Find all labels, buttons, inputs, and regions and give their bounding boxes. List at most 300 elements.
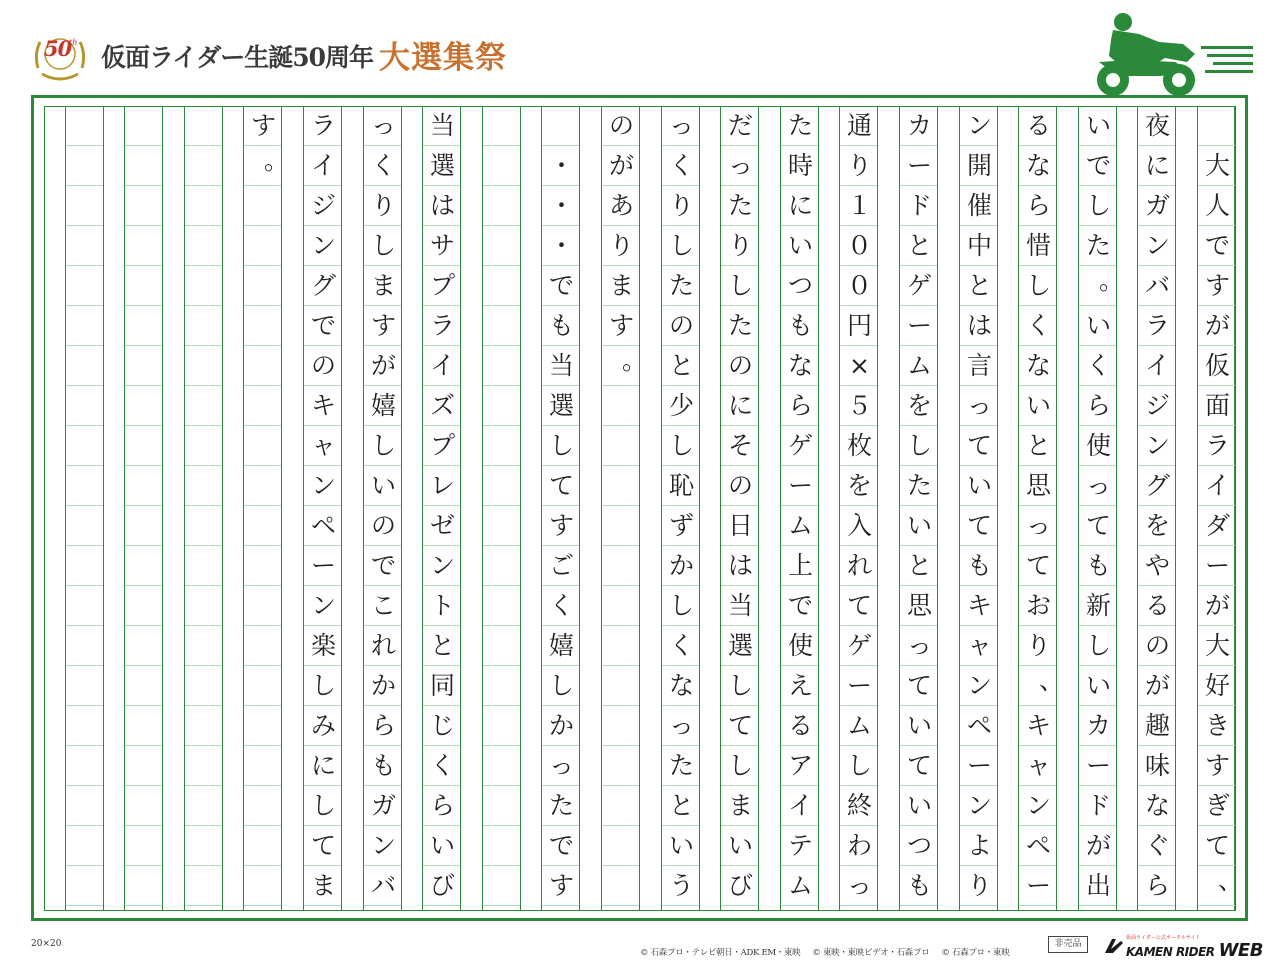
manuscript-cell: ャ [310,431,336,460]
manuscript-cell [66,546,105,586]
manuscript-cell: た [727,311,753,340]
manuscript-column [959,106,998,911]
manuscript-cell: い [787,231,813,260]
manuscript-cell: に [310,751,336,780]
manuscript-cell: も [787,311,813,340]
manuscript-column [124,106,163,911]
manuscript-cell [483,106,522,146]
manuscript-cell [244,826,283,866]
manuscript-cell: を [1144,511,1170,540]
manuscript-cell: イ [1144,351,1170,380]
manuscript-cell [185,706,224,746]
manuscript-cell [483,626,522,666]
manuscript-cell: と [668,791,694,820]
manuscript-cell: ら [1085,391,1111,420]
manuscript-cell: 面 [1204,391,1230,420]
manuscript-cell: た [727,191,753,220]
manuscript-cell [602,386,641,426]
manuscript-cell: て [906,671,932,700]
manuscript-cell: ド [1085,791,1111,820]
manuscript-cell: は [727,551,753,580]
manuscript-cell: で [787,591,813,620]
manuscript-cell: で [548,831,574,860]
manuscript-cell: に [1144,151,1170,180]
manuscript-cell: い [906,791,932,820]
manuscript-cell [66,186,105,226]
manuscript-column [422,106,461,911]
manuscript-cell: カ [906,111,932,140]
manuscript-cell [244,226,283,266]
manuscript-cell: ・ [548,191,574,220]
manuscript-cell: バ [1144,271,1170,300]
manuscript-cell: 趣 [1144,711,1170,740]
manuscript-cell [602,466,641,506]
manuscript-cell: そ [727,431,753,460]
manuscript-cell [602,826,641,866]
manuscript-cell: 入 [846,511,872,540]
manuscript-cell [185,466,224,506]
manuscript-cell: ゲ [906,271,932,300]
manuscript-cell [244,506,283,546]
copyright-text: © 東映・東映ビデオ・石森プロ [812,948,930,958]
manuscript-cell: 、 [1039,666,1065,695]
manuscript-cell: と [906,231,932,260]
manuscript-cell: ー [1085,751,1111,780]
manuscript-cell: っ [966,391,992,420]
manuscript-cell [66,666,105,706]
manuscript-cell [244,666,283,706]
manuscript-cell: カ [1085,711,1111,740]
manuscript-cell: 使 [1085,431,1111,460]
manuscript-cell: の [370,511,396,540]
manuscript-cell: っ [548,751,574,780]
manuscript-cell: び [727,871,753,900]
manuscript-cell: い [1085,111,1111,140]
manuscript-cell: ・ [548,231,574,260]
manuscript-cell: た [906,471,932,500]
manuscript-cell: 思 [1025,471,1051,500]
manuscript-cell: り [966,871,992,900]
manuscript-cell [602,706,641,746]
manuscript-cell: キ [966,591,992,620]
manuscript-cell: き [1204,711,1230,740]
manuscript-cell: ー [906,151,932,180]
manuscript-cell: キ [310,391,336,420]
manuscript-cell: お [1025,591,1051,620]
manuscript-cell: や [1144,551,1170,580]
manuscript-cell: ゲ [846,631,872,660]
manuscript-cell: ト [429,591,455,620]
manuscript-cell [125,826,164,866]
manuscript-cell: が [1204,311,1230,340]
manuscript-cell: ア [787,751,813,780]
kamen-rider-logo-icon [1103,937,1125,955]
manuscript-cell [1198,106,1237,146]
manuscript-cell: た [668,751,694,780]
manuscript-cell [483,266,522,306]
manuscript-cell: を [906,391,932,420]
manuscript-column [243,106,290,911]
manuscript-cell: じ [429,711,455,740]
manuscript-cell [483,506,522,546]
manuscript-sheet [31,95,1248,921]
manuscript-cell: ら [370,711,396,740]
manuscript-cell: っ [1025,511,1051,540]
manuscript-cell: 中 [966,231,992,260]
manuscript-cell: し [1085,191,1111,220]
manuscript-cell [125,546,164,586]
manuscript-cell [66,826,105,866]
brand-name-web: WEB [1218,940,1263,961]
manuscript-cell: が [1204,591,1230,620]
manuscript-cell: す [1204,271,1230,300]
manuscript-cell [185,306,224,346]
manuscript-cell: な [787,351,813,380]
manuscript-cell [66,786,105,826]
manuscript-cell: の [310,351,336,380]
manuscript-cell [244,186,283,226]
manuscript-cell: し [668,231,694,260]
manuscript-cell [66,266,105,306]
manuscript-cell [483,546,522,586]
manuscript-cell: 味 [1144,751,1170,780]
manuscript-cell: ラ [310,111,336,140]
manuscript-cell: ら [1144,871,1170,900]
copyright-text: © 石森プロ・東映 [941,948,1010,958]
manuscript-cell [602,786,641,826]
manuscript-cell: の [727,471,753,500]
manuscript-cell: ま [370,271,396,300]
manuscript-cell: 日 [727,511,753,540]
manuscript-cell [483,866,522,906]
manuscript-cell: た [668,271,694,300]
manuscript-cell [244,626,283,666]
manuscript-cell [185,386,224,426]
manuscript-cell: と [429,631,455,660]
manuscript-cell [244,266,283,306]
manuscript-cell: グ [1144,471,1170,500]
not-for-sale-badge: 非売品 [1048,936,1088,953]
manuscript-cell: ０ [846,271,872,300]
manuscript-cell [483,346,522,386]
manuscript-cell: え [787,671,813,700]
manuscript-cell [185,426,224,466]
manuscript-cell: い [906,711,932,740]
manuscript-cell: か [548,711,574,740]
manuscript-cell: ム [846,711,872,740]
manuscript-cell: ン [1144,431,1170,460]
manuscript-cell: イ [310,151,336,180]
manuscript-cell [244,586,283,626]
manuscript-cell [244,426,283,466]
manuscript-cell: っ [1085,471,1111,500]
manuscript-cell: 夜 [1144,111,1170,140]
manuscript-cell: い [370,471,396,500]
page-title: 仮面ライダー生誕50周年 [101,43,374,72]
emblem-suffix: th [69,38,78,47]
manuscript-cell: 大 [1204,151,1230,180]
manuscript-cell: ガ [370,791,396,820]
manuscript-cell: び [429,871,455,900]
manuscript-cell: い [429,831,455,860]
manuscript-cell: は [429,191,455,220]
manuscript-cell: ま [727,791,753,820]
manuscript-cell [244,346,283,386]
manuscript-cell: ま [310,871,336,900]
manuscript-cell: り [727,231,753,260]
manuscript-cell: り [608,231,634,260]
manuscript-cell: ャ [1025,751,1051,780]
motorcycle-rider-silhouette-icon [1083,10,1255,98]
manuscript-column [899,106,938,911]
manuscript-cell: ン [370,831,396,860]
manuscript-cell: で [1085,151,1111,180]
manuscript-cell: で [310,311,336,340]
manuscript-column [184,106,223,911]
manuscript-cell: て [548,471,574,500]
manuscript-cell: い [1085,671,1111,700]
manuscript-cell [125,746,164,786]
brand-name-main: KAMEN RIDER [1126,945,1215,959]
manuscript-cell [185,786,224,826]
manuscript-cell: よ [966,831,992,860]
manuscript-cell: イ [429,351,455,380]
manuscript-cell [244,466,283,506]
manuscript-cell: 。 [1099,266,1125,295]
manuscript-cell: い [906,511,932,540]
manuscript-cell: い [1085,311,1111,340]
manuscript-cell: う [668,871,694,900]
manuscript-cell [185,186,224,226]
page-header [0,0,1280,96]
manuscript-cell: 言 [966,351,992,380]
manuscript-cell: 通 [846,111,872,140]
manuscript-cell: で [1204,231,1230,260]
manuscript-cell: 使 [787,631,813,660]
manuscript-cell: プ [429,271,455,300]
manuscript-cell: ン [966,671,992,700]
manuscript-cell: 終 [846,791,872,820]
manuscript-cell [66,746,105,786]
manuscript-cell: い [1025,391,1051,420]
manuscript-cell: バ [370,871,396,900]
manuscript-cell: 上 [787,551,813,580]
copyright-credits [640,940,1021,958]
manuscript-cell: も [370,751,396,780]
manuscript-cell: ー [846,671,872,700]
manuscript-cell: あ [608,191,634,220]
manuscript-cell [185,626,224,666]
manuscript-cell: １ [846,191,872,220]
manuscript-cell [66,706,105,746]
manuscript-cell: し [548,431,574,460]
manuscript-cell [244,746,283,786]
manuscript-cell [244,786,283,826]
manuscript-cell [185,586,224,626]
manuscript-cell: し [1085,631,1111,660]
manuscript-cell: い [727,831,753,860]
manuscript-cell: を [846,471,872,500]
brand-logo-text [1126,940,1263,961]
manuscript-cell [602,666,641,706]
manuscript-cell [125,426,164,466]
manuscript-cell: す [548,871,574,900]
manuscript-cell [602,426,641,466]
brand-subtitle: 仮面ライダー公式ポータルサイト [1126,935,1201,941]
manuscript-cell [125,226,164,266]
manuscript-cell: 選 [548,391,574,420]
manuscript-cell [185,226,224,266]
manuscript-cell: ジ [310,191,336,220]
manuscript-cell [602,506,641,546]
manuscript-column [720,106,759,911]
manuscript-cell: し [370,231,396,260]
manuscript-cell: 催 [966,191,992,220]
manuscript-cell [66,626,105,666]
manuscript-cell [125,346,164,386]
manuscript-cell: ５ [846,391,872,420]
manuscript-cell: 出 [1085,871,1111,900]
manuscript-cell: が [1144,671,1170,700]
manuscript-cell: と [1025,431,1051,460]
manuscript-cell: ・ [548,151,574,180]
manuscript-cell: 、 [1218,866,1244,895]
manuscript-cell [185,746,224,786]
manuscript-cell: ン [310,591,336,620]
manuscript-cell: ら [1025,191,1051,220]
manuscript-cell: が [608,151,634,180]
manuscript-cell: で [370,551,396,580]
manuscript-cell: ペ [310,511,336,540]
manuscript-cell: 枚 [846,431,872,460]
manuscript-cell [602,746,641,786]
manuscript-column [601,106,648,911]
manuscript-cell [66,306,105,346]
manuscript-cell: 開 [966,151,992,180]
manuscript-cell: な [1144,791,1170,820]
manuscript-cell: ペ [1025,831,1051,860]
manuscript-cell: ジ [1144,391,1170,420]
manuscript-cell: く [668,151,694,180]
manuscript-cell: ご [548,551,574,580]
manuscript-cell: た [1085,231,1111,260]
manuscript-cell: だ [727,111,753,140]
manuscript-cell: ず [668,511,694,540]
manuscript-cell: て [966,511,992,540]
manuscript-cell [483,466,522,506]
manuscript-cell: る [1025,111,1051,140]
manuscript-cell: て [846,591,872,620]
manuscript-cell: も [966,551,992,580]
manuscript-cell: く [1025,311,1051,340]
manuscript-cell [483,306,522,346]
manuscript-cell: つ [787,271,813,300]
manuscript-cell: く [429,751,455,780]
manuscript-column [661,106,700,911]
manuscript-cell [125,786,164,826]
manuscript-cell: 当 [548,351,574,380]
manuscript-cell: 当 [727,591,753,620]
manuscript-cell: ぎ [1204,791,1230,820]
manuscript-cell: 時 [787,151,813,180]
manuscript-cell [483,786,522,826]
manuscript-cell: ゲ [787,431,813,460]
manuscript-cell: て [1025,551,1051,580]
manuscript-cell: と [668,351,694,380]
manuscript-cell [244,386,283,426]
manuscript-cell: 楽 [310,631,336,660]
manuscript-cell [66,586,105,626]
manuscript-cell: っ [370,111,396,140]
manuscript-cell: し [310,791,336,820]
manuscript-cell: 選 [727,631,753,660]
manuscript-cell: が [1085,831,1111,860]
manuscript-cell [483,666,522,706]
manuscript-cell: に [727,391,753,420]
manuscript-cell: し [727,271,753,300]
manuscript-cell [125,586,164,626]
manuscript-cell: レ [429,471,455,500]
manuscript-cell: 嬉 [370,391,396,420]
manuscript-cell: っ [668,711,694,740]
manuscript-cell: ラ [1204,431,1230,460]
manuscript-cell [125,266,164,306]
manuscript-column [1078,106,1125,911]
manuscript-cell: く [668,631,694,660]
manuscript-cell: は [966,311,992,340]
manuscript-cell: し [548,671,574,700]
manuscript-cell: 好 [1204,671,1230,700]
manuscript-cell: ゼ [429,511,455,540]
manuscript-cell: ー [1204,551,1230,580]
manuscript-column [65,106,104,911]
manuscript-cell: 恥 [668,471,694,500]
manuscript-cell: × [849,351,870,380]
manuscript-cell: し [668,431,694,460]
manuscript-cell: い [668,831,694,860]
manuscript-cell: ペ [966,711,992,740]
manuscript-cell [244,706,283,746]
manuscript-cell [483,746,522,786]
manuscript-cell [185,106,224,146]
manuscript-cell: て [727,711,753,740]
manuscript-cell: こ [370,591,396,620]
manuscript-cell: れ [370,631,396,660]
manuscript-cell: て [1085,511,1111,540]
manuscript-cell: イ [1204,471,1230,500]
manuscript-cell: ン [310,471,336,500]
manuscript-cell [602,586,641,626]
manuscript-cell: と [906,551,932,580]
manuscript-cell: ぐ [1144,831,1170,860]
manuscript-cell: ら [429,791,455,820]
manuscript-cell: が [370,351,396,380]
manuscript-cell [125,106,164,146]
manuscript-cell: ガ [1144,191,1170,220]
manuscript-cell [185,506,224,546]
manuscript-cell: い [966,471,992,500]
manuscript-cell [185,826,224,866]
manuscript-cell: も [1085,551,1111,580]
manuscript-cell [483,226,522,266]
manuscript-cell: な [1025,351,1051,380]
manuscript-cell: ー [310,551,336,580]
manuscript-cell [185,666,224,706]
manuscript-cell: る [787,711,813,740]
manuscript-cell: ラ [1144,311,1170,340]
manuscript-cell [125,146,164,186]
manuscript-cell: ム [787,871,813,900]
